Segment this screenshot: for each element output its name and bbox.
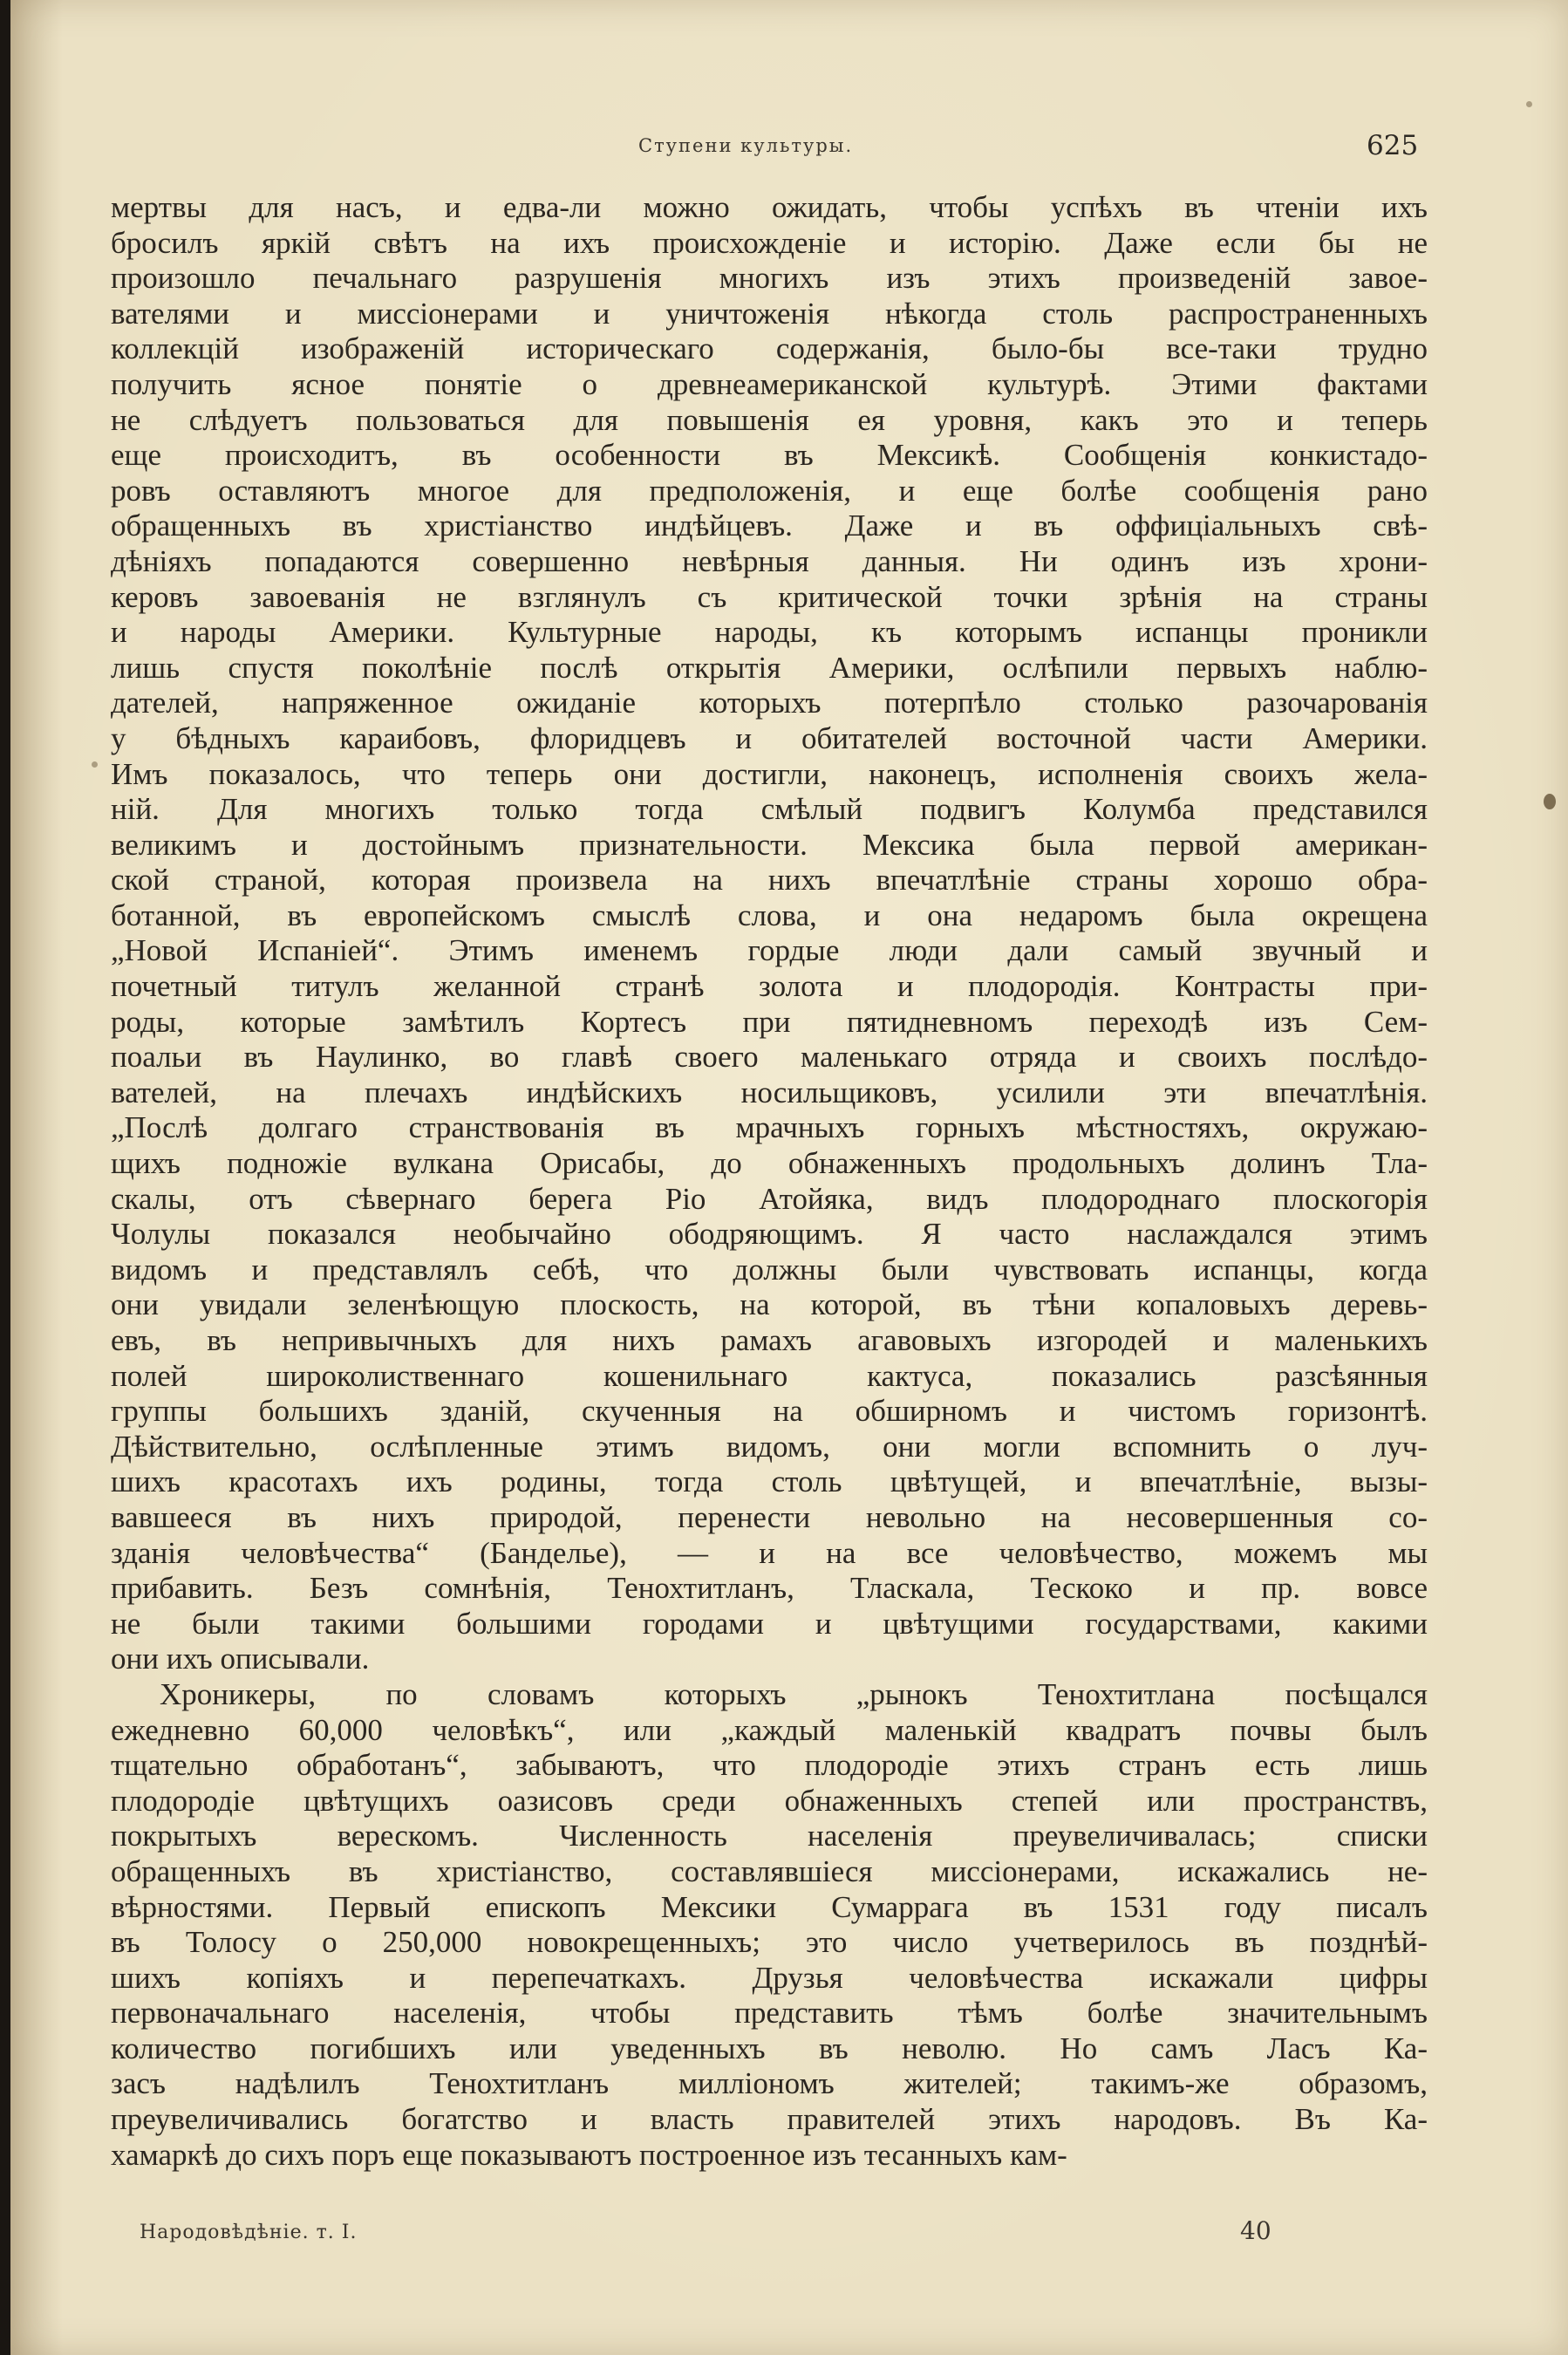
running-head	[10, 130, 1568, 170]
text-line: у бѣдныхъ караибовъ, флоридцевъ и обитателей восточной части Америки.	[111, 720, 1428, 755]
text-line: мертвы для насъ, и едва-ли можно ожидать, чтобы успѣхъ въ чтеніи ихъ	[111, 190, 1428, 224]
text-line: прибавить. Безъ сомнѣнія, Тенохтитланъ, Тласкала, Тескоко и пр. вовсе	[111, 1571, 1428, 1606]
text-line: ботанной, въ европейскомъ смыслѣ слова, и она недаромъ была окрещена	[111, 898, 1428, 932]
text-line: покрытыхъ верескомъ. Численность населенія преувеличивалась; списки	[111, 1819, 1428, 1853]
text-line: тщательно обработанъ“, забываютъ, что плодородіе этихъ странъ есть лишь	[111, 1748, 1428, 1783]
text-line: хамаркѣ до сихъ поръ еще показываютъ построенное изъ тесанныхъ кам-	[111, 2137, 1067, 2172]
text-line: ской страной, которая произвела на нихъ впечатлѣніе страны хорошо обра-	[111, 863, 1428, 898]
text-line: преувеличивались богатство и власть правителей этихъ народовъ. Въ Ка-	[111, 2102, 1428, 2137]
text-line: роды, которые замѣтилъ Кортесъ при пятидневномъ переходѣ изъ Сем-	[111, 1004, 1428, 1039]
text-line: почетный титулъ желанной странѣ золота и плодородія. Контрасты при-	[111, 969, 1428, 1004]
text-line: обращенныхъ въ христіанство, составлявшіеся миссіонерами, искажались не-	[111, 1853, 1428, 1888]
text-line: произошло печальнаго разрушенія многихъ изъ этихъ произведеній завое-	[111, 261, 1428, 296]
text-line: „Послѣ долгаго странствованія въ мрачныхъ горныхъ мѣстностяхъ, окружаю-	[111, 1110, 1428, 1145]
ink-speck	[1526, 101, 1532, 107]
text-line: зданія человѣчества“ (Банделье), — и на все человѣчество, можемъ мы	[111, 1535, 1428, 1570]
text-line: обращенныхъ въ христіанство индѣйцевъ. Даже и въ оффиціальныхъ свѣ-	[111, 509, 1428, 543]
text-line: коллекцій изображеній историческаго содержанія, было-бы все-таки трудно	[111, 331, 1428, 366]
footer-signature: Народовѣдѣніе. т. I.	[140, 2222, 358, 2243]
text-line: поальи въ Наулинко, во главѣ своего маленькаго отряда и своихъ послѣдо-	[111, 1040, 1428, 1075]
body-text	[111, 190, 1428, 2173]
text-line: скалы, отъ сѣвернаго берега Ріо Атойяка, видъ плодороднаго плоскогорія	[111, 1181, 1428, 1216]
paragraph	[111, 190, 1428, 1677]
page-footer	[10, 2216, 1568, 2256]
sheet-number: 40	[1240, 2216, 1271, 2245]
text-line: бросилъ яркій свѣтъ на ихъ происхожденіе и исторію. Даже если бы не	[111, 225, 1428, 260]
text-line: полей широколиственнаго кошенильнаго кактуса, показались разсѣянныя	[111, 1358, 1428, 1393]
text-line: ежедневно 60,000 человѣкъ“, или „каждый маленькій квадратъ почвы былъ	[111, 1712, 1428, 1747]
text-line: въ Толосу о 250,000 новокрещенныхъ; это число учетверилось въ позднѣй-	[111, 1925, 1428, 1960]
text-line: Хроникеры, по словамъ которыхъ „рынокъ Тенохтитлана посѣщался	[160, 1676, 1428, 1711]
text-line: и народы Америки. Культурные народы, къ которымъ испанцы проникли	[111, 615, 1428, 650]
text-line: вателями и миссіонерами и уничтоженія нѣкогда столь распространенныхъ	[111, 296, 1428, 331]
text-line: вателей, на плечахъ индѣйскихъ носильщиковъ, усилили эти впечатлѣнія.	[111, 1075, 1428, 1109]
text-line: засъ надѣлилъ Тенохтитланъ милліономъ жителей; такимъ-же образомъ,	[111, 2066, 1428, 2101]
text-line: шихъ красотахъ ихъ родины, тогда столь цвѣтущей, и впечатлѣніе, вызы-	[111, 1464, 1428, 1499]
text-line: Дѣйствительно, ослѣпленные этимъ видомъ, они могли вспомнить о луч-	[111, 1429, 1428, 1464]
text-line: получить ясное понятіе о древнеамериканской культурѣ. Этими фактами	[111, 366, 1428, 401]
page-number: 625	[1367, 130, 1419, 161]
text-line: они увидали зеленѣющую плоскость, на которой, въ тѣни копаловыхъ деревь-	[111, 1287, 1428, 1322]
text-line: количество погибшихъ или уведенныхъ въ неволю. Но самъ Ласъ Ка-	[111, 2031, 1428, 2065]
text-line: не слѣдуетъ пользоваться для повышенія ея уровня, какъ это и теперь	[111, 402, 1428, 437]
text-line: Чолулы показался необычайно ободряющимъ. Я часто наслаждался этимъ	[111, 1217, 1428, 1252]
text-line: плодородіе цвѣтущихъ оазисовъ среди обнаженныхъ степей или пространствъ,	[111, 1783, 1428, 1818]
text-line: „Новой Испаніей“. Этимъ именемъ гордые люди дали самый звучный и	[111, 933, 1428, 968]
text-line: ній. Для многихъ только тогда смѣлый подвигъ Колумба представился	[111, 792, 1428, 827]
text-line: лишь спустя поколѣніе послѣ открытія Америки, ослѣпили первыхъ наблю-	[111, 650, 1428, 685]
running-title: Ступени культуры.	[638, 135, 854, 156]
text-line: великимъ и достойнымъ признательности. Мексика была первой американ-	[111, 827, 1428, 862]
text-line: группы большихъ зданій, скученныя на обширномъ и чистомъ горизонтѣ.	[111, 1394, 1428, 1429]
text-line: первоначальнаго населенія, чтобы представить тѣмъ болѣе значительнымъ	[111, 1996, 1428, 2031]
paragraph	[111, 1677, 1428, 2173]
text-line: вавшееся въ нихъ природой, перенести невольно на несовершенныя со-	[111, 1499, 1428, 1534]
ink-speck	[92, 761, 98, 768]
text-line: евъ, въ непривычныхъ для нихъ рамахъ агавовыхъ изгородей и маленькихъ	[111, 1323, 1428, 1357]
text-line: ровъ оставляютъ многое для предположенія, и еще болѣе сообщенія рано	[111, 473, 1428, 508]
book-page	[10, 0, 1568, 2355]
text-line: еще происходитъ, въ особенности въ Мексикѣ. Сообщенія конкистадо-	[111, 438, 1428, 473]
text-line: видомъ и представлялъ себѣ, что должны были чувствовать испанцы, когда	[111, 1252, 1428, 1287]
text-line: они ихъ описывали.	[111, 1642, 370, 1676]
text-line: керовъ завоеванія не взглянулъ съ критической точки зрѣнія на страны	[111, 579, 1428, 614]
text-line: дателей, напряженное ожиданіе которыхъ потерпѣло столько разочарованія	[111, 686, 1428, 720]
ink-spot	[1544, 794, 1556, 809]
text-line: Имъ показалось, что теперь они достигли, наконецъ, исполненія своихъ жела-	[111, 756, 1428, 791]
text-line: не были такими большими городами и цвѣтущими государствами, какими	[111, 1606, 1428, 1641]
text-line: дѣніяхъ попадаются совершенно невѣрныя данныя. Ни одинъ изъ хрони-	[111, 543, 1428, 578]
text-line: шихъ копіяхъ и перепечаткахъ. Друзья человѣчества искажали цифры	[111, 1960, 1428, 1995]
text-line: щихъ подножіе вулкана Орисабы, до обнаженныхъ продольныхъ долинъ Тла-	[111, 1146, 1428, 1181]
text-line: вѣрностями. Первый епископъ Мексики Сумаррага въ 1531 году писалъ	[111, 1889, 1428, 1924]
